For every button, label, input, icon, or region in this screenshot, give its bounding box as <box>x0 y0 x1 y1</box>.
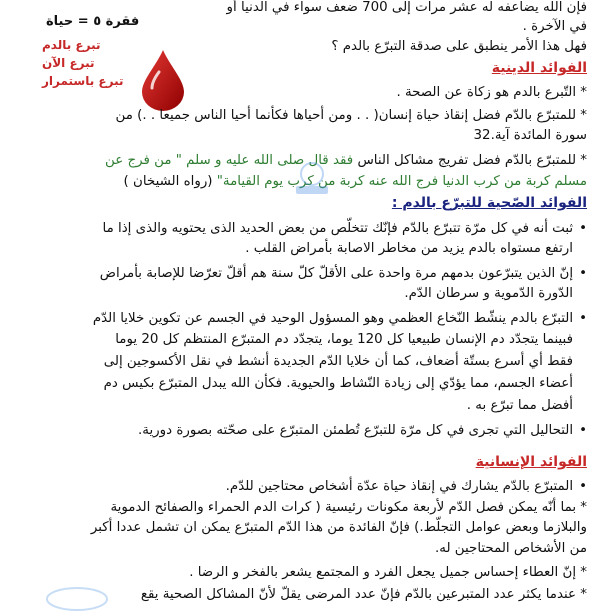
religious-point-2b: سورة المائدة آية.32 <box>473 128 587 143</box>
religious-point-1: * التّبرع بالدم هو زكاة عن الصحة . <box>396 85 587 100</box>
blood-drop-icon <box>140 48 186 112</box>
religious-heading: الفوائد الدينية <box>491 60 587 76</box>
religious-point-3a-text: * للمتبرّع بالدّم فضل تفريج مشاكل الناس <box>357 153 587 168</box>
health-bullet-3a: • التبرّع بالدم ينشّط النّخاع العظمي وهو المسؤول الوحيد في الجسم عن تكوين خلايا الدّم <box>8 309 587 328</box>
logo-line-1: تبرع بالدم <box>42 38 101 52</box>
health-bullet-2a: • إنّ الذين يتبرّعون بدمهم مرة واحدة على الأقلّ كلّ سنة هم أقلّ تعرّضا للإصابة بأمراض <box>8 264 587 283</box>
watermark-icon <box>290 160 334 196</box>
health-bullet-4: • التحاليل التي تجرى في كل مرّة للتبرّع تُطمئن المتبرّع على صحّته بصورة دورية. <box>8 421 587 440</box>
humanitarian-point-4: * عندما يكثر عدد المتبرعين بالدّم فإنّ عدد المرضى يقلّ لأنّ المشاكل الصحية يقع <box>140 587 587 602</box>
top-label: فقرة ٥ = حياة <box>46 14 140 29</box>
humanitarian-point-2a: * بما أنّه يمكن فصل الدّم لأربعة مكونات رئيسية ( كرات الدم الحمراء والصفائح الدموية <box>110 500 587 515</box>
humanitarian-heading: الفوائد الإنسانية <box>475 454 587 470</box>
intro-line-3: فهل هذا الأمر ينطبق على صدقة التبرّع بالدم ؟ <box>331 39 587 54</box>
health-bullet-1a: • ثبت أنه في كل مرّة تتبرّع بالدّم فإنّك تتخلّص من بعض الحديد الذى يحتويه والذى إذا ما <box>8 219 587 238</box>
religious-point-2a: * للمتبرّع بالدّم فضل إنقاذ حياة إنسان( . . ومن أحياها فكأنما أحيا الناس جميعا . .) من <box>115 108 587 123</box>
humanitarian-point-1: • المتبرّع بالدّم يشارك في إنقاذ حياة عدّة أشخاص محتاجين للدّم. <box>8 477 587 496</box>
health-bullet-1b: ارتفع مستواه بالدم يزيد من مخاطر الاصابة بأمراض القلب . <box>245 241 573 256</box>
health-bullet-3e: أفضل مما تبرّع به . <box>466 398 573 413</box>
humanitarian-point-3: * إنّ العطاء إحساس جميل يجعل الفرد و المجتمع يشعر بالفخر و الرضا . <box>189 565 587 580</box>
health-bullet-3c: فقط أي أسرع بستّة أضعاف، كما أن خلايا الدّم الجديدة أنشط في نقل الأكسوجين إلى <box>103 354 573 369</box>
intro-line-1: فإن الله يضاعفه له عشر مرات إلى 700 ضعف سواء في الدنيا أو <box>226 0 587 15</box>
hadith-text: مسلم كربة من كرب الدنيا فرج الله عنه كربة من كرب يوم القيامة" <box>216 174 587 189</box>
hadith-intro: فقد قال صلى الله عليه و سلم " من فرج عن <box>105 153 358 168</box>
humanitarian-point-2b: والبلازما وبعض عوامل التجلّط.) فإنّ الفائدة من هذا الدّم المتبرّع يمكن ان تشمل عددا أكبر <box>90 520 587 535</box>
health-heading: الفوائد الصّحية للتبرّع بالدم : <box>391 195 587 211</box>
watermark-bottom-icon <box>42 585 112 613</box>
humanitarian-point-2c: من الأشخاص المحتاجين له. <box>435 541 587 556</box>
hadith-source: (رواه الشيخان ) <box>123 174 217 189</box>
logo-line-3: تبرع باستمرار <box>42 74 124 88</box>
intro-line-2: في الآخرة . <box>522 19 587 34</box>
logo-line-2: تبرع الآن <box>42 56 95 70</box>
health-bullet-3b: فبينما يتجدّد دم الإنسان طبيعيا كل 120 يوما، يتجدّد دم المتبرّع المنتظم كل 20 يوما <box>115 332 573 347</box>
health-bullet-3d: أعضاء الجسم، مما يؤدّي إلى زيادة النّشاط والحيوية. فكأن الله يبدل المتبرّع بكيس دم <box>103 376 573 391</box>
health-bullet-2b: الدّورة الدّموية و سرطان الدّم. <box>404 286 573 301</box>
